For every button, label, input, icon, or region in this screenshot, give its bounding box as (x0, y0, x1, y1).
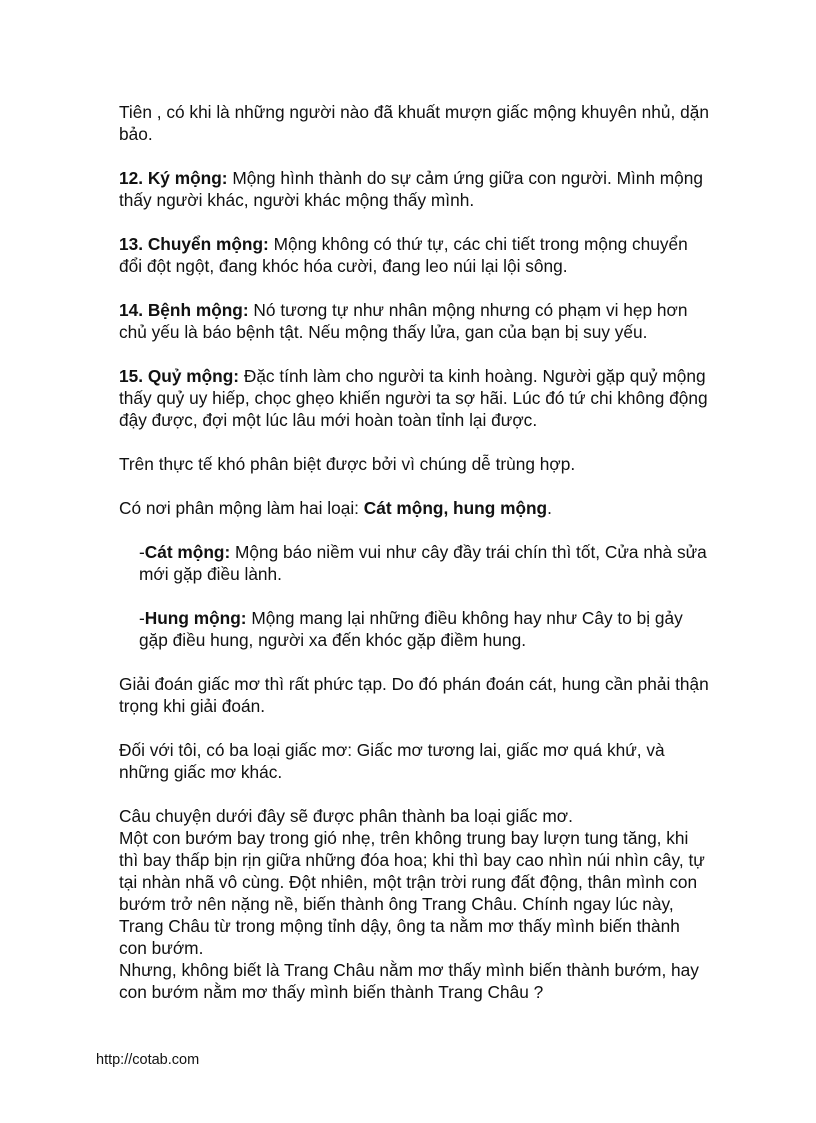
dash: - (139, 608, 145, 628)
cat-mong-label: Cát mộng: (144, 542, 231, 562)
item-text: Nó tương tự như nhân mộng nhưng có phạm vi hẹp hơn chủ yếu là báo bệnh tật. Nếu mộng thấy lửa, gan của bạn bị suy yếu. (119, 300, 688, 342)
story-line-question: Nhưng, không biết là Trang Châu nằm mơ thấy mình biến thành bướm, hay con bướm nằm mơ thấy mình biến thành Trang Châu ? (119, 960, 699, 1002)
item-label: 14. Bệnh mộng: (119, 300, 249, 320)
dash: - (139, 542, 145, 562)
footer-url: http://cotab.com (96, 1052, 200, 1068)
story-line-intro: Câu chuyện dưới đây sẽ được phân thành ba loại giấc mơ. (119, 806, 573, 826)
document-body (119, 101, 709, 1003)
hung-mong-text: Mộng mang lại những điều không hay như Cây to bị gảy gặp điều hung, người xa đến khóc gặp điềm hung. (139, 608, 683, 650)
item-chuyen-mong (119, 233, 709, 277)
item-text: Mộng hình thành do sự cảm ứng giữa con người. Mình mộng thấy người khác, người khác mộng thấy mình. (119, 168, 704, 210)
interpret-paragraph: Giải đoán giấc mơ thì rất phức tạp. Do đó phán đoán cát, hung cần phải thận trọng khi giải đoán. (119, 674, 709, 716)
hung-mong-label: Hung mộng: (144, 608, 247, 628)
distinguish-paragraph: Trên thực tế khó phân biệt được bởi vì chúng dễ trùng hợp. (119, 454, 576, 474)
hung-mong-paragraph (119, 607, 709, 651)
item-label: 13. Chuyển mộng: (119, 234, 269, 254)
item-label: 12. Ký mộng: (119, 168, 228, 188)
story-line-butterfly: Một con bướm bay trong gió nhẹ, trên không trung bay lượn tung tăng, khi thì bay thấp bịn rịn giữa những đóa hoa; khi thì bay cao nhìn núi nhìn cây, tự tại nhàn nhã vô cùng. Đột nhiên, một trận trời rung đất động, thân mình con bướm trở nên nặng nề, biến thành ông Trang Châu. Chính ngay lúc này, Trang Châu từ trong mộng tỉnh dậy, ông ta nằm mơ thấy mình biến thành con bướm. (119, 828, 705, 958)
two-types-bold: Cát mộng, hung mộng (363, 498, 548, 518)
item-ky-mong (119, 167, 709, 211)
item-text: Mộng không có thứ tự, các chi tiết trong mộng chuyển đổi đột ngột, đang khóc hóa cười, đang leo núi lại lội sông. (119, 234, 688, 276)
cat-mong-text: Mộng báo niềm vui như cây đầy trái chín thì tốt, Cửa nhà sửa mới gặp điều lành. (139, 542, 707, 584)
two-types-end: . (547, 498, 552, 518)
item-quy-mong (119, 365, 709, 431)
item-label: 15. Quỷ mộng: (119, 366, 240, 386)
two-types-intro: Có nơi phân mộng làm hai loại: (119, 498, 364, 518)
cat-mong-paragraph (119, 541, 709, 585)
two-types-paragraph (119, 497, 709, 519)
intro-paragraph: Tiên , có khi là những người nào đã khuất mượn giấc mộng khuyên nhủ, dặn bảo. (119, 102, 709, 144)
three-types-paragraph: Đối với tôi, có ba loại giấc mơ: Giấc mơ tương lai, giấc mơ quá khứ, và những giấc mơ khác. (119, 740, 665, 782)
item-benh-mong (119, 299, 709, 343)
item-text: Đặc tính làm cho người ta kinh hoàng. Người gặp quỷ mộng thấy quỷ uy hiếp, chọc ghẹo khiến người ta sợ hãi. Lúc đó tứ chi không động đậy được, đợi một lúc lâu mới hoàn toàn tỉnh lại được. (119, 366, 708, 430)
